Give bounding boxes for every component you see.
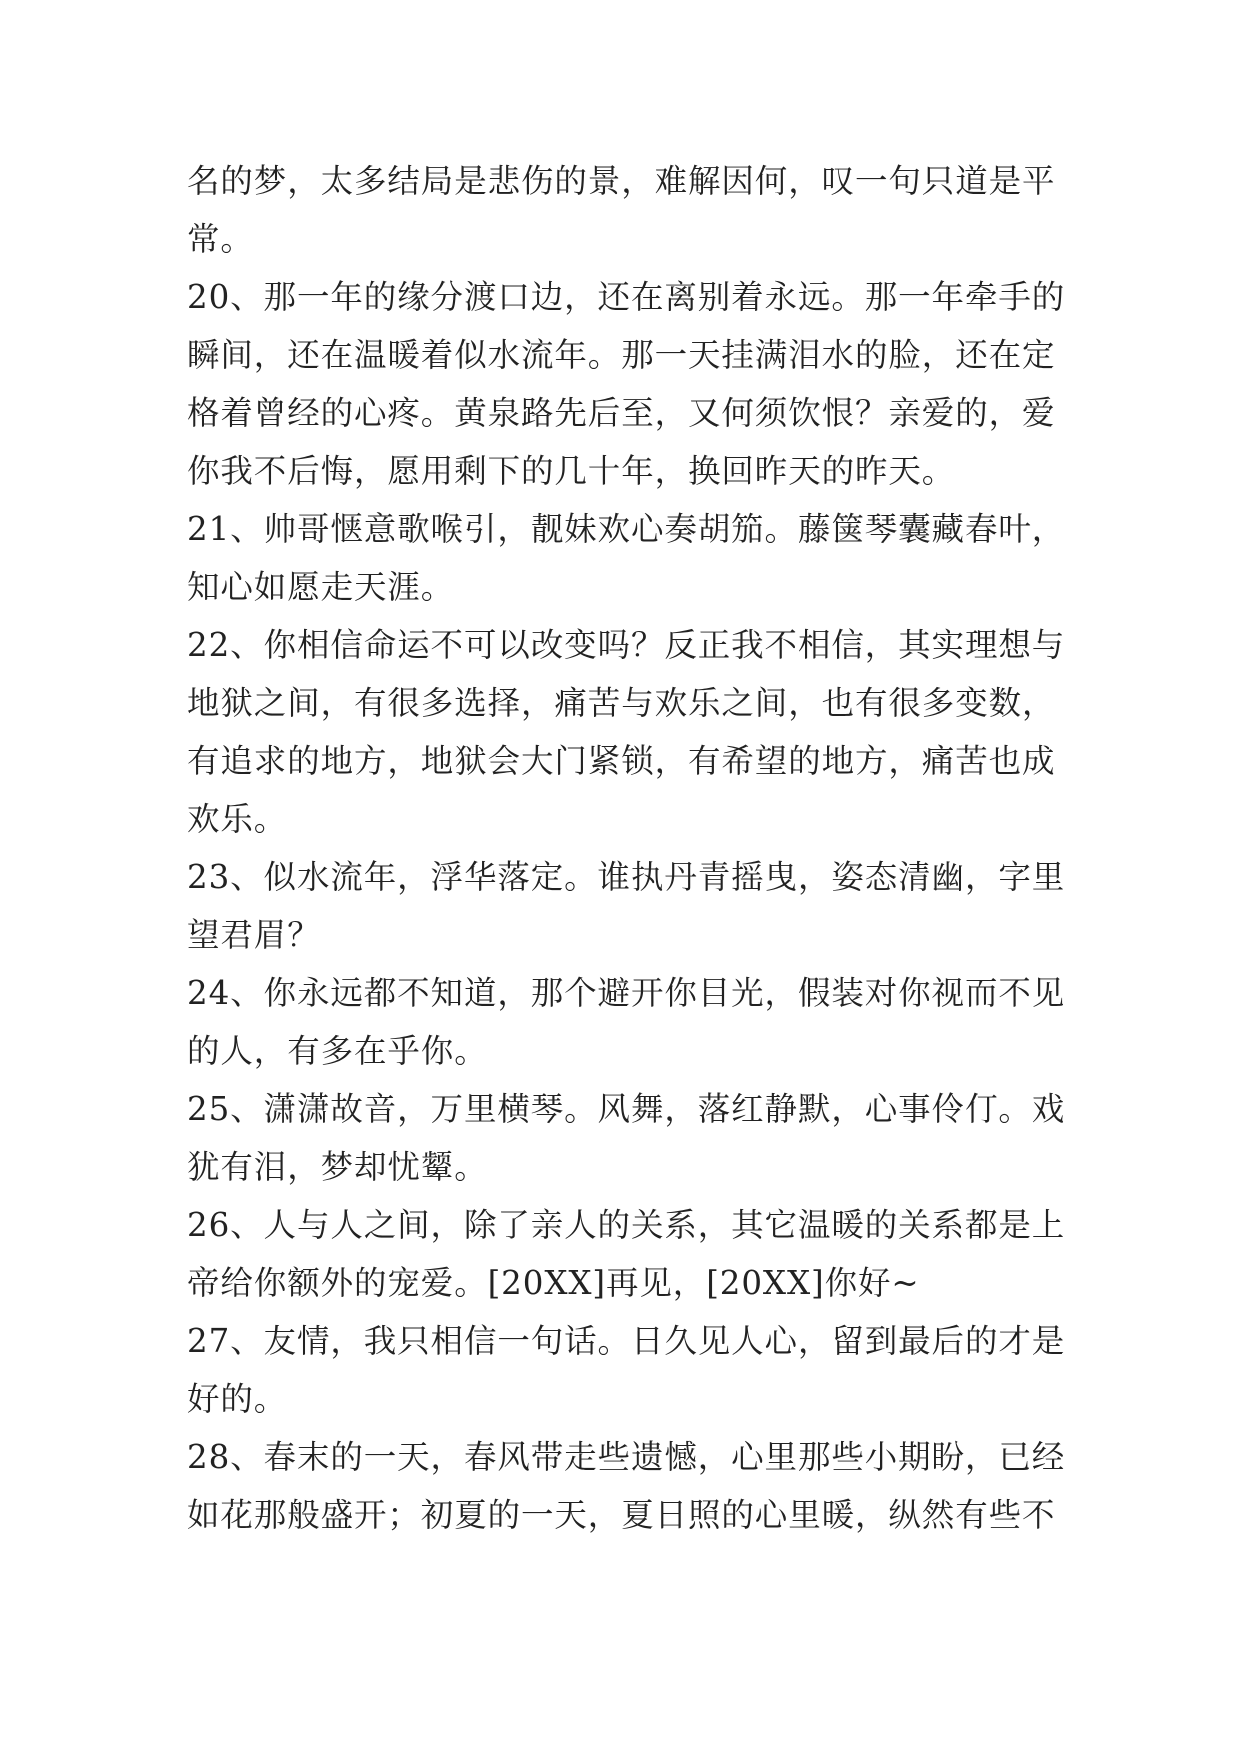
text-line: 犹有泪，梦却忧颦。 <box>187 1148 488 1186</box>
text-line: 名的梦，太多结局是悲伤的景，难解因何，叹一句只道是平 <box>187 162 1056 200</box>
text-line: 28、春末的一天，春风带走些遗憾，心里那些小期盼，已经 <box>187 1438 1066 1476</box>
text-line: 常。 <box>187 220 254 258</box>
paragraph-item-27 <box>187 1312 1067 1428</box>
paragraph-item-26 <box>187 1196 1067 1312</box>
text-line: 25、潇潇故音，万里横琴。风舞，落红静默，心事伶仃。戏 <box>187 1090 1066 1128</box>
paragraph-item-21 <box>187 500 1067 616</box>
text-line: 27、友情，我只相信一句话。日久见人心，留到最后的才是 <box>187 1322 1066 1360</box>
paragraph-continuation <box>187 152 1067 268</box>
text-line: 如花那般盛开；初夏的一天，夏日照的心里暖，纵然有些不 <box>187 1496 1056 1534</box>
text-line: 26、人与人之间，除了亲人的关系，其它温暖的关系都是上 <box>187 1206 1066 1244</box>
text-line: 帝给你额外的宠爱。[20XX]再见，[20XX]你好~ <box>187 1264 920 1302</box>
text-line: 22、你相信命运不可以改变吗？反正我不相信，其实理想与 <box>187 626 1066 664</box>
text-line: 23、似水流年，浮华落定。谁执丹青摇曳，姿态清幽，字里 <box>187 858 1066 896</box>
document-body <box>187 152 1067 1544</box>
text-line: 24、你永远都不知道，那个避开你目光，假装对你视而不见 <box>187 974 1066 1012</box>
text-line: 的人，有多在乎你。 <box>187 1032 488 1070</box>
text-line: 瞬间，还在温暖着似水流年。那一天挂满泪水的脸，还在定 <box>187 336 1056 374</box>
paragraph-item-20 <box>187 268 1067 500</box>
text-line: 望君眉？ <box>187 916 321 954</box>
text-line: 20、那一年的缘分渡口边，还在离别着永远。那一年牵手的 <box>187 278 1066 316</box>
text-line: 格着曾经的心疼。黄泉路先后至，又何须饮恨？亲爱的，爱 <box>187 394 1056 432</box>
paragraph-item-24 <box>187 964 1067 1080</box>
paragraph-item-25 <box>187 1080 1067 1196</box>
paragraph-item-28 <box>187 1428 1067 1544</box>
text-line: 21、帅哥惬意歌喉引，靓妹欢心奏胡笳。藤箧琴囊藏春叶， <box>187 510 1066 548</box>
text-line: 你我不后悔，愿用剩下的几十年，换回昨天的昨天。 <box>187 452 956 490</box>
text-line: 有追求的地方，地狱会大门紧锁，有希望的地方，痛苦也成 <box>187 742 1056 780</box>
text-line: 好的。 <box>187 1380 288 1418</box>
paragraph-item-22 <box>187 616 1067 848</box>
text-line: 地狱之间，有很多选择，痛苦与欢乐之间，也有很多变数， <box>187 684 1056 722</box>
paragraph-item-23 <box>187 848 1067 964</box>
text-line: 知心如愿走天涯。 <box>187 568 455 606</box>
text-line: 欢乐。 <box>187 800 288 838</box>
